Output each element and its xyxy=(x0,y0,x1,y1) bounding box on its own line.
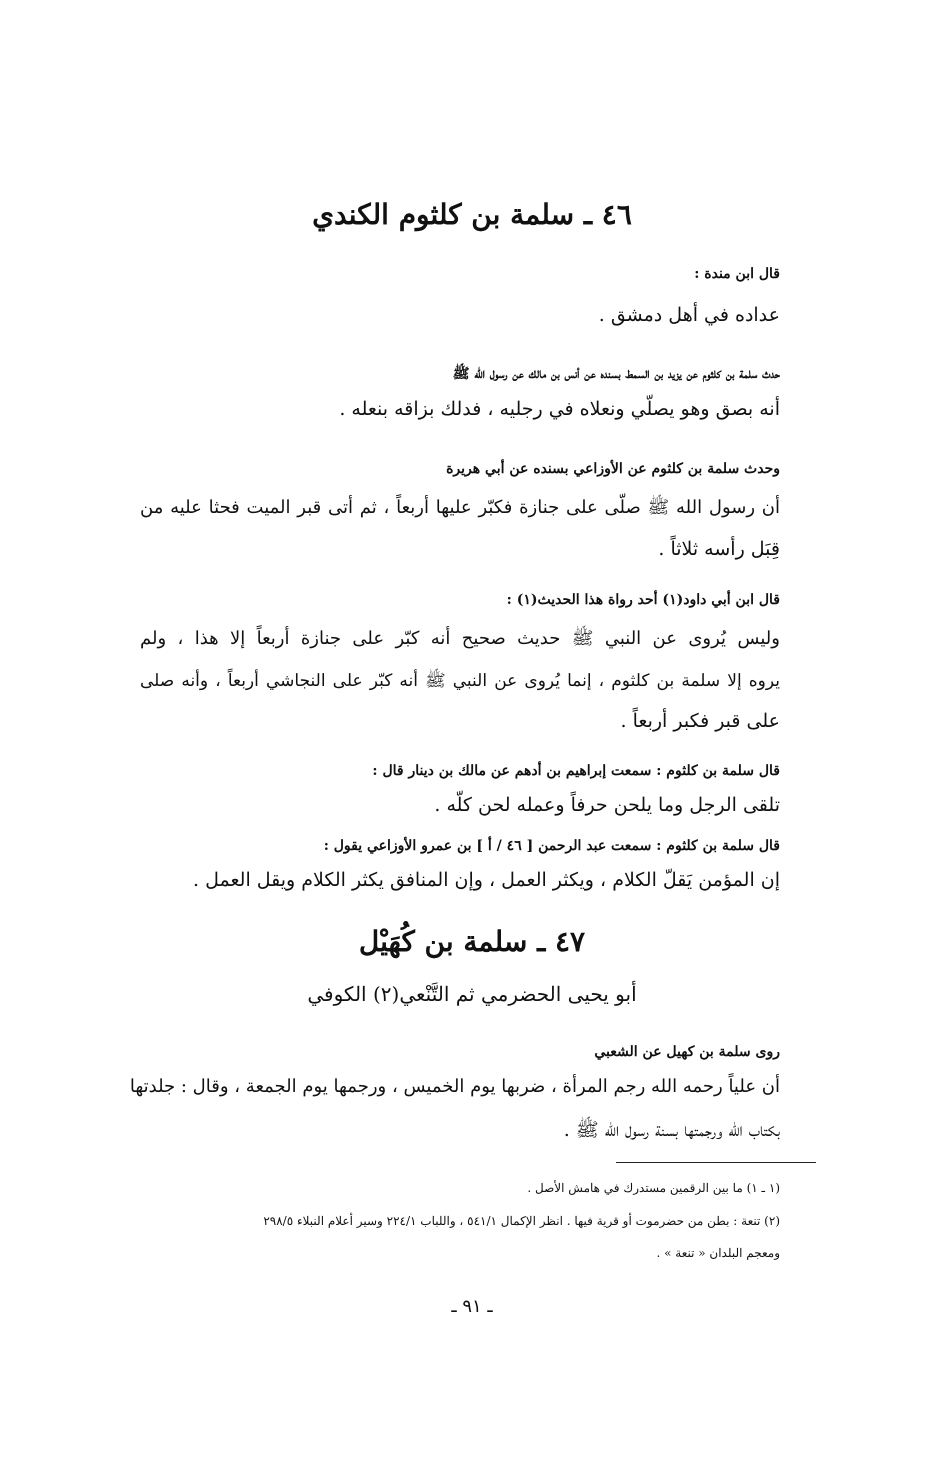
hadith-1-isnad: حدث سلمة بن كلثوم عن يزيد بن السمط بسنده عن أنس بن مالك عن رسول الله ﷺ xyxy=(452,366,780,382)
quote-2-isnad: قال سلمة بن كلثوم : سمعت عبد الرحمن [ ٤٦ / أ ] بن عمرو الأوزاعي يقول : xyxy=(323,838,780,854)
narration-isnad: روى سلمة بن كهيل عن الشعبي xyxy=(594,1044,780,1060)
hadith-2-text-line-1: أن رسول الله ﷺ صلّى على جنازة فكبّر عليها أربعاً ، ثم أتى قبر الميت فحثا عليه من xyxy=(140,497,780,518)
entry-46-heading: ٤٦ ـ سلمة بن كلثوم الكندي xyxy=(312,198,632,231)
hadith-2-isnad: وحدث سلمة بن كلثوم عن الأوزاعي بسنده عن أبي هريرة xyxy=(446,461,780,477)
footnote-1: (١ ـ ١) ما بين الرقمين مستدرك في هامش الأصل . xyxy=(527,1181,780,1195)
quote-1-text: تلقى الرجل وما يلحن حرفاً وعمله لحن كلّه . xyxy=(434,794,780,816)
narration-line-1: أن علياً رحمه الله رجم المرأة ، ضربها يوم الخميس ، ورجمها يوم الجمعة ، وقال : جلدتها xyxy=(129,1076,780,1097)
footnote-2-line-1: (٢) تنعة : بطن من حضرموت أو قرية فيها . انظر الإكمال ٥٤١/١ ، واللباب ٢٢٤/١ وسير أعلام النبلاء ٢٩٨/٥ xyxy=(263,1214,780,1228)
ibn-abi-dawud-line-1: وليس يُروى عن النبي ﷺ حديث صحيح أنه كبّر على جنازة أربعاً إلا هذا ، ولم xyxy=(140,628,780,649)
ibn-abi-dawud-line-2: يروه إلا سلمة بن كلثوم ، إنما يُروى عن النبي ﷺ أنه كبّر على النجاشي أربعاً ، وأنه صلى xyxy=(140,671,780,691)
footnote-separator xyxy=(616,1162,816,1163)
ibn-abi-dawud-line-3: على قبر فكبر أربعاً . xyxy=(620,710,780,732)
narration-line-2: بكتاب الله ورجمتها بسنة رسول الله ﷺ . xyxy=(563,1119,780,1141)
entry-47-heading: ٤٧ ـ سلمة بن كُهَيْل xyxy=(358,925,586,958)
quote-2-text: إن المؤمن يَقلّ الكلام ، ويكثر العمل ، وإن المنافق يكثر الكلام ويقل العمل . xyxy=(193,869,780,891)
page-number: ـ ٩١ ـ xyxy=(451,1296,493,1317)
entry-47-kunya: أبو يحيى الحضرمي ثم التَّنْعي(٢) الكوفي xyxy=(307,982,637,1006)
ibn-abi-dawud-intro: قال ابن أبي داود(١) أحد رواة هذا الحديث(١) : xyxy=(506,592,780,608)
ibn-manda-intro: قال ابن مندة : xyxy=(694,266,780,282)
hadith-2-text-line-2: قِبَل رأسه ثلاثاً . xyxy=(658,538,780,560)
hadith-1-text: أنه بصق وهو يصلّي ونعلاه في رجليه ، فدلك بزاقه بنعله . xyxy=(339,398,780,420)
quote-1-isnad: قال سلمة بن كلثوم : سمعت إبراهيم بن أدهم عن مالك بن دينار قال : xyxy=(372,763,780,779)
footnote-2-line-2: ومعجم البلدان « تنعة » . xyxy=(656,1246,780,1260)
ibn-manda-text: عداده في أهل دمشق . xyxy=(598,304,780,326)
